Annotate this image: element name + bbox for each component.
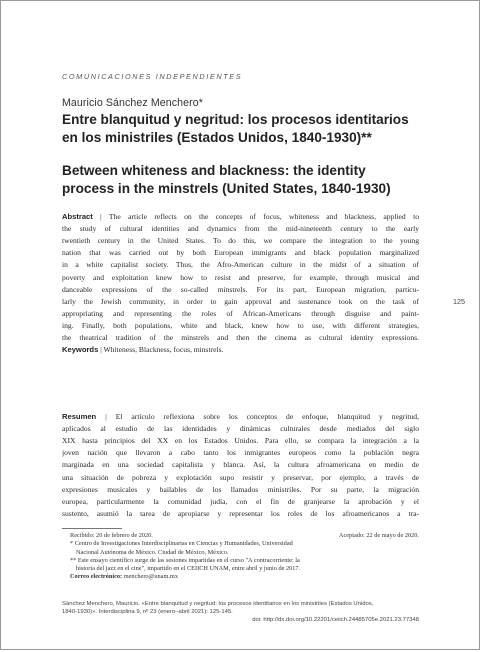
citation-line: 1840-1930)». Interdisciplina 9, nº 23 (enero–abril 2021): 125-145. xyxy=(62,609,233,615)
title-english-line: Between whiteness and blackness: the identity xyxy=(62,163,366,178)
page-number: 125 xyxy=(453,297,465,306)
abstract-block xyxy=(62,211,419,356)
abstract-line: danceable expressions of the so-called minstrels. For its part, European migration, particu- xyxy=(62,284,419,294)
resumen-line: marginada en una sociedad capitalista y blanca. Así, la cultura afroamericana en medio de xyxy=(62,460,419,470)
abstract-line: the study of cultural identities and dynamics from the mid-nineteenth century to the early xyxy=(62,224,419,234)
resumen-line: Resumen | El artículo reflexiona sobre los conceptos de enfoque, blanquitud y negritud, xyxy=(62,412,419,421)
author-name: Mauricio Sánchez Menchero* xyxy=(62,97,203,109)
keywords-line xyxy=(62,344,419,356)
resumen-line: XIX hasta principios del XX en los Estados Unidos. Para ello, se compara la integración a la xyxy=(62,436,419,446)
email-label: Correo electrónico: xyxy=(70,573,123,581)
affiliation-note: Nacional Autónoma de México. Ciudad de México, México. xyxy=(76,548,229,556)
abstract-label: Abstract xyxy=(62,212,93,221)
resumen-line: expresiones musicales y bailables de los llamados ministriles. Por su parte, la migración xyxy=(62,484,419,494)
title-spanish-line: Entre blanquitud y negritud: los procesos identitarios xyxy=(62,112,409,127)
citation-block xyxy=(62,600,419,624)
title-english-line: process in the minstrels (United States, 1840-1930) xyxy=(62,180,391,196)
keywords-text: | Whiteness, Blackness, focus, minstrels. xyxy=(100,345,224,355)
abstract-line: poverty and exploitation knew how to resist and preserve, for example, through musical and xyxy=(62,272,419,282)
abstract-line: the theatrical tradition of the minstrels and then the cinema as cultural identity expressions. xyxy=(62,333,419,343)
seminar-note: ** Este ensayo científico surge de las sesiones impartidas en el curso "A contracorriente: la xyxy=(70,556,300,564)
title-english xyxy=(62,162,442,197)
resumen-block xyxy=(62,411,419,520)
dates-row xyxy=(62,532,419,540)
affiliation-note: * Centro de Investigaciones Interdisciplinarias en Ciencias y Humanidades, Universidad xyxy=(70,540,293,548)
doi-link[interactable]: doi: http://dx.doi.org/10.22201/ceiich.24485705e.2021.23.77348 xyxy=(252,617,419,623)
section-heading: COMUNICACIONES INDEPENDIENTES xyxy=(62,72,243,81)
seminar-note: historia del jazz en el cine", impartido en el CEIICH UNAM, entre abril y junio de 2017. xyxy=(76,565,301,573)
email-link[interactable]: menchero@unam.mx xyxy=(123,573,178,581)
resumen-line: aplicados al estudio de las identidades y dinámicas culturales desde mediados del siglo xyxy=(62,424,419,434)
abstract-line: in a white capitalist society. Thus, the Afro-American culture in the midst of a situation of xyxy=(62,260,419,270)
resumen-line: europea, particularmente la comunidad judía, con el fin de granjearse la aprobación y el xyxy=(62,496,419,506)
resumen-line: una situación de pobreza y explotación supo resistir y preservar, por ejemplo, a través de xyxy=(62,472,419,482)
abstract-line: ing. Finally, both populations, white and black, knew how to use, with different strategies, xyxy=(62,320,419,330)
abstract-line: Abstract | The article reflects on the concepts of focus, whiteness and blackness, applied to xyxy=(62,212,419,221)
email-row xyxy=(62,573,419,581)
abstract-line: nation that was carried out by both European immigrants and black population marginalized xyxy=(62,248,419,258)
footnotes xyxy=(62,532,419,582)
abstract-line: larly the Jewish community, in order to gain approval and sustenance took on the task of xyxy=(62,296,419,306)
accepted-date: Aceptado: 22 de mayo de 2020. xyxy=(338,532,419,539)
title-spanish-line: en los ministriles (Estados Unidos, 1840-1930)** xyxy=(62,129,372,145)
abstract-line: twentieth century in the United States. To do this, we compare the integration to the young xyxy=(62,236,419,246)
resumen-label: Resumen xyxy=(62,412,97,421)
title-spanish xyxy=(62,111,442,146)
received-date: Recibido: 20 de febrero de 2020. xyxy=(70,532,153,539)
keywords-label: Keywords xyxy=(62,345,99,355)
resumen-line: sustento, asumió la tarea de apropiarse y representar los roles de los afroamericanos a tra- xyxy=(62,508,419,518)
abstract-line: appropriating and representing the roles of African-Americans through disguise and paint- xyxy=(62,308,419,318)
footnote-divider xyxy=(62,528,122,529)
resumen-line: joven nación que llevaron a cabo tanto los inmigrantes europeos como la población negra xyxy=(62,448,419,458)
citation-line: Sánchez Menchero, Mauricio. «Entre blanquitud y negritud: los procesos identitarios en los ministriles (Estados Unidos, xyxy=(62,601,374,607)
